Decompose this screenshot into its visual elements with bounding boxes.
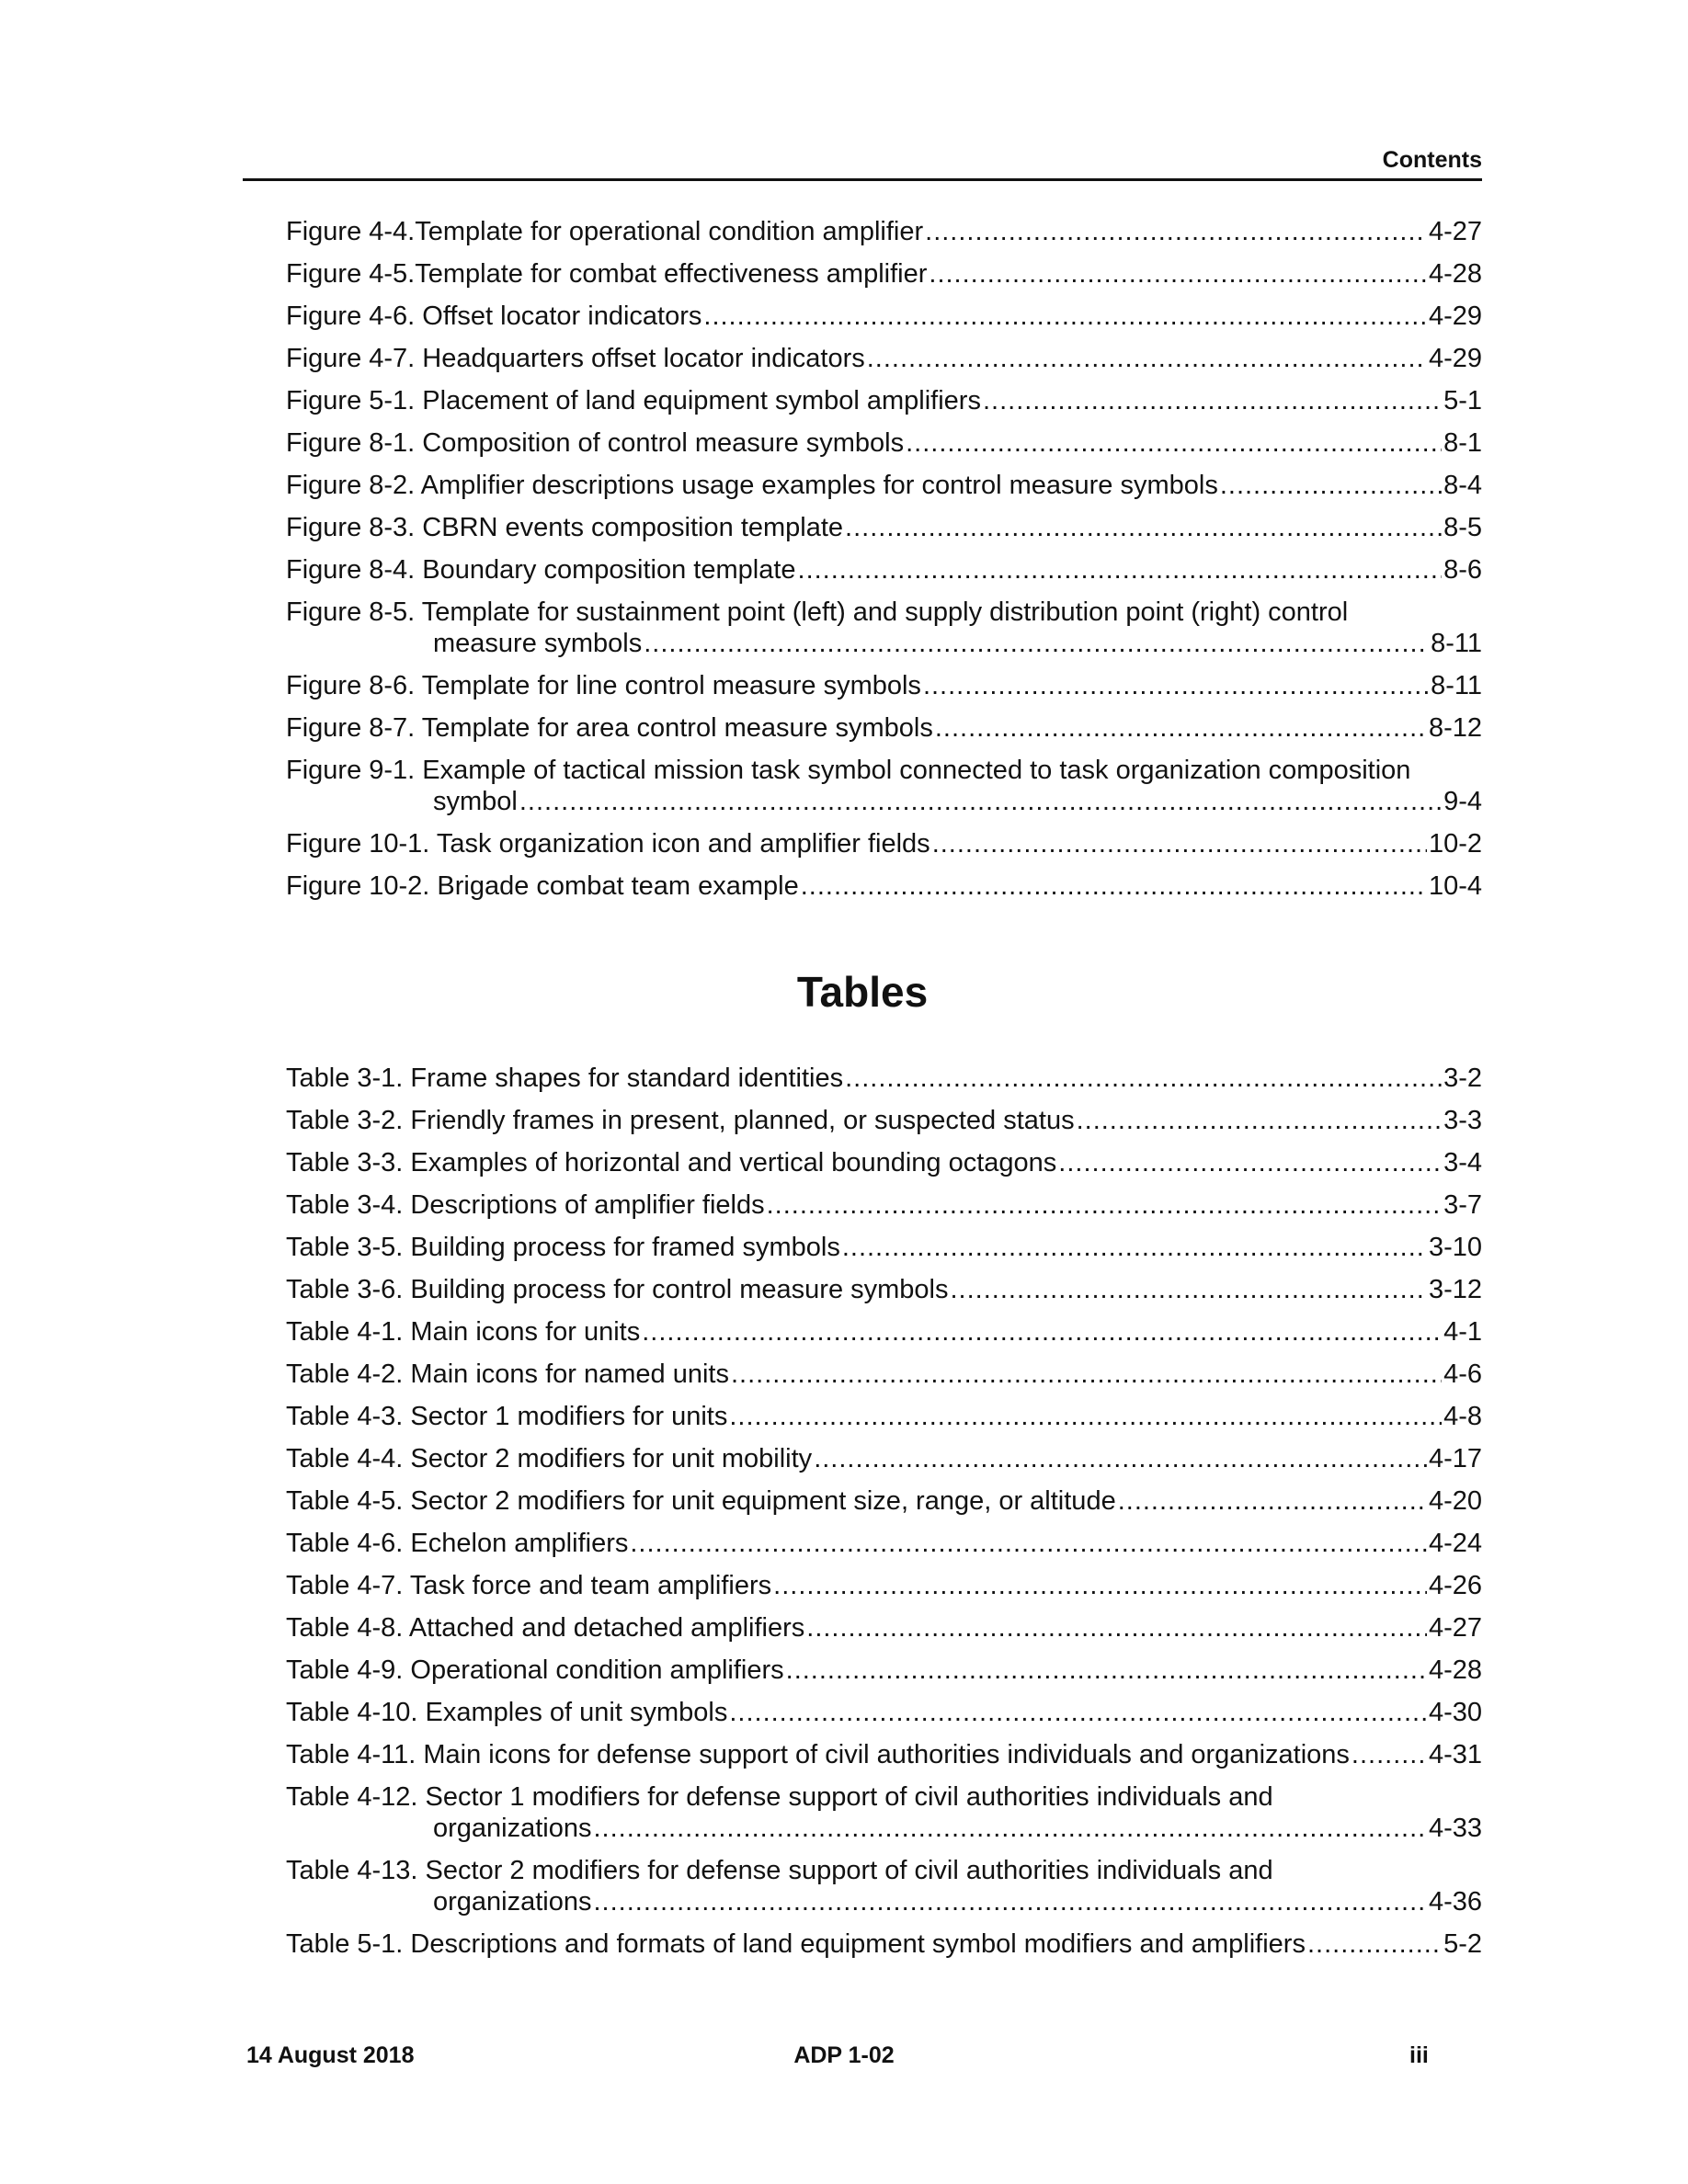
figure-entry[interactable] (286, 512, 1482, 543)
dot-leader (845, 512, 1442, 543)
dot-leader (729, 1401, 1442, 1432)
table-entry-line (286, 1232, 1482, 1263)
table-entry-title: Table 4-8. Attached and detached amplifiers (286, 1613, 805, 1643)
dot-leader (1307, 1928, 1442, 1960)
figure-entry-title: Figure 8-7. Template for area control measure symbols (286, 713, 933, 743)
figure-entry-page: 8-6 (1443, 555, 1482, 585)
table-entry-page: 4-28 (1428, 1655, 1482, 1685)
figure-entry-page: 5-1 (1443, 386, 1482, 415)
dot-leader (983, 385, 1442, 416)
figure-entry-line (286, 427, 1482, 459)
figure-entry-title: Figure 5-1. Placement of land equipment symbol amplifiers (286, 386, 981, 415)
table-entry-line (286, 1612, 1482, 1644)
figure-entry-title: Figure 8-6. Template for line control measure symbols (286, 671, 921, 700)
figure-entry-title: Figure 4-4.Template for operational condition amplifier (286, 217, 924, 246)
figure-entry-line (286, 870, 1482, 902)
dot-leader (1220, 470, 1442, 501)
table-entry-title: Table 3-1. Frame shapes for standard identities (286, 1064, 844, 1093)
table-entry-line (286, 1401, 1482, 1432)
table-entry[interactable] (286, 1612, 1482, 1644)
figure-entry[interactable] (286, 427, 1482, 459)
dot-leader (1118, 1485, 1427, 1517)
figure-entry-page: 8-12 (1428, 713, 1482, 743)
figure-entry-line (286, 385, 1482, 416)
figure-entry-page: 4-28 (1428, 259, 1482, 289)
table-entry-line (286, 1697, 1482, 1728)
dot-leader (519, 786, 1442, 817)
dot-leader (1058, 1147, 1442, 1178)
dot-leader (1077, 1105, 1443, 1136)
figure-entry[interactable] (286, 343, 1482, 374)
table-entry-page: 3-12 (1428, 1275, 1482, 1304)
table-entry-title: Table 3-3. Examples of horizontal and vertical bounding octagons (286, 1148, 1057, 1177)
footer-date: 14 August 2018 (246, 2042, 415, 2068)
figure-entry-title: Figure 10-2. Brigade combat team example (286, 871, 799, 901)
table-entry-title: Table 3-2. Friendly frames in present, planned, or suspected status (286, 1106, 1075, 1135)
table-entry-page: 3-10 (1428, 1233, 1482, 1262)
table-entry[interactable] (286, 1359, 1482, 1390)
figure-entry-line (286, 470, 1482, 501)
dot-leader (731, 1359, 1442, 1390)
table-entry[interactable] (286, 1316, 1482, 1348)
table-entry-title: Table 4-10. Examples of unit symbols (286, 1698, 728, 1727)
table-entry-line (286, 1359, 1482, 1390)
table-entry-line (286, 1443, 1482, 1474)
table-entry-line (286, 1655, 1482, 1686)
figure-entry-page: 8-4 (1443, 471, 1482, 500)
table-entry[interactable] (286, 1739, 1482, 1770)
dot-leader (729, 1697, 1427, 1728)
figure-entry-line (286, 712, 1482, 744)
dot-leader (703, 301, 1427, 332)
figure-entry-line (286, 512, 1482, 543)
figure-entry-title: Figure 10-1. Task organization icon and amplifier fields (286, 829, 930, 859)
figure-entry-title: Figure 8-3. CBRN events composition template (286, 513, 844, 542)
table-entry-title: Table 5-1. Descriptions and formats of land equipment symbol modifiers and amplifiers (286, 1929, 1306, 1959)
table-entry-page: 4-24 (1428, 1529, 1482, 1558)
figure-entry-title: symbol (433, 787, 518, 816)
table-entry-title: Table 4-2. Main icons for named units (286, 1359, 729, 1389)
table-entry-title: Table 3-4. Descriptions of amplifier fields (286, 1190, 765, 1220)
figure-entry-title: Figure 8-4. Boundary composition template (286, 555, 796, 585)
table-entry-title: Table 4-1. Main icons for units (286, 1317, 641, 1347)
table-entry[interactable] (286, 1274, 1482, 1305)
table-entry-title: Table 3-6. Building process for control measure symbols (286, 1275, 949, 1304)
figure-entry-line (286, 628, 1482, 659)
dot-leader (814, 1443, 1427, 1474)
figure-entry-page: 8-11 (1431, 671, 1482, 700)
table-entry[interactable] (286, 1855, 1482, 1917)
figure-entry-line (286, 755, 1482, 786)
figure-entry[interactable] (286, 755, 1482, 817)
table-entry-line (286, 1813, 1482, 1844)
table-entry-page: 4-26 (1428, 1571, 1482, 1600)
dot-leader (842, 1232, 1427, 1263)
table-entry-title: Table 4-11. Main icons for defense support of civil authorities individuals and organizations (286, 1740, 1350, 1769)
figure-entry-page: 4-27 (1428, 217, 1482, 246)
dot-leader (642, 1316, 1442, 1348)
dot-leader (845, 1063, 1442, 1094)
figure-entry[interactable] (286, 597, 1482, 659)
table-entry-title: Table 4-13. Sector 2 modifiers for defense support of civil authorities individuals and (286, 1856, 1273, 1885)
table-entry-line (286, 1147, 1482, 1178)
table-entry-page: 3-2 (1443, 1064, 1482, 1093)
figure-entry-page: 10-2 (1428, 829, 1482, 859)
footer-publication: ADP 1-02 (793, 2042, 895, 2068)
table-entry[interactable] (286, 1232, 1482, 1263)
tables-heading: Tables (796, 968, 929, 1016)
figure-entry[interactable] (286, 216, 1482, 247)
table-entry[interactable] (286, 1401, 1482, 1432)
dot-leader (773, 1570, 1427, 1601)
dot-leader (932, 828, 1427, 859)
table-entry[interactable] (286, 1697, 1482, 1728)
dot-leader (801, 870, 1427, 902)
table-entry[interactable] (286, 1105, 1482, 1136)
dot-leader (951, 1274, 1427, 1305)
table-entry-page: 4-1 (1443, 1317, 1482, 1347)
table-entry-title: Table 3-5. Building process for framed symbols (286, 1233, 840, 1262)
dot-leader (798, 554, 1443, 586)
figure-entry-page: 8-11 (1431, 629, 1482, 658)
figure-entry-page: 4-29 (1428, 301, 1482, 331)
table-entry[interactable] (286, 1147, 1482, 1178)
figure-entry-page: 4-29 (1428, 344, 1482, 373)
figure-entry-line (286, 343, 1482, 374)
table-entry-line (286, 1274, 1482, 1305)
figure-entry-line (286, 216, 1482, 247)
table-entry-title: organizations (433, 1887, 592, 1917)
dot-leader (935, 712, 1427, 744)
table-entry-page: 4-20 (1428, 1486, 1482, 1516)
table-entry-title: organizations (433, 1814, 592, 1843)
dot-leader (644, 628, 1429, 659)
figure-entry-line (286, 301, 1482, 332)
table-entry-page: 4-8 (1443, 1402, 1482, 1431)
dot-leader (630, 1528, 1427, 1559)
table-entry-line (286, 1739, 1482, 1770)
figure-entry-title: Figure 4-6. Offset locator indicators (286, 301, 702, 331)
table-entry-title: Table 4-9. Operational condition amplifiers (286, 1655, 784, 1685)
figure-entry[interactable] (286, 870, 1482, 902)
table-entry-page: 5-2 (1443, 1929, 1482, 1959)
table-entry[interactable] (286, 1443, 1482, 1474)
figure-entry-page: 8-5 (1443, 513, 1482, 542)
figure-entry[interactable] (286, 470, 1482, 501)
table-entry[interactable] (286, 1928, 1482, 1960)
table-entry-page: 3-3 (1443, 1106, 1482, 1135)
table-entry-title: Table 4-6. Echelon amplifiers (286, 1529, 629, 1558)
figure-entry[interactable] (286, 385, 1482, 416)
figure-entry-title: measure symbols (433, 629, 643, 658)
dot-leader (786, 1655, 1427, 1686)
figure-entry-title: Figure 9-1. Example of tactical mission task symbol connected to task organization composition (286, 756, 1411, 785)
table-entry-page: 3-4 (1443, 1148, 1482, 1177)
figures-list (286, 216, 1482, 913)
table-entry-line (286, 1570, 1482, 1601)
table-entry-line (286, 1886, 1482, 1917)
table-entry[interactable] (286, 1781, 1482, 1844)
figure-entry-page: 9-4 (1443, 787, 1482, 816)
table-entry-line (286, 1105, 1482, 1136)
table-entry-page: 4-27 (1428, 1613, 1482, 1643)
figure-entry-title: Figure 8-5. Template for sustainment point (left) and supply distribution point (right) control (286, 597, 1349, 627)
table-entry-title: Table 4-3. Sector 1 modifiers for units (286, 1402, 728, 1431)
table-entry-page: 4-6 (1443, 1359, 1482, 1389)
table-entry-line (286, 1485, 1482, 1517)
table-entry[interactable] (286, 1063, 1482, 1094)
table-entry-title: Table 4-4. Sector 2 modifiers for unit mobility (286, 1444, 813, 1473)
dot-leader (906, 427, 1442, 459)
figure-entry[interactable] (286, 301, 1482, 332)
figure-entry-page: 8-1 (1443, 428, 1482, 458)
dot-leader (923, 670, 1429, 701)
figure-entry[interactable] (286, 670, 1482, 701)
dot-leader (767, 1189, 1442, 1221)
table-entry-line (286, 1855, 1482, 1886)
dot-leader (594, 1813, 1427, 1844)
tables-list (286, 1063, 1482, 1971)
table-entry-page: 3-7 (1443, 1190, 1482, 1220)
table-entry-line (286, 1316, 1482, 1348)
table-entry[interactable] (286, 1189, 1482, 1221)
figure-entry-title: Figure 8-1. Composition of control measure symbols (286, 428, 905, 458)
running-header: Contents (1382, 147, 1482, 173)
dot-leader (594, 1886, 1427, 1917)
figure-entry-title: Figure 8-2. Amplifier descriptions usage examples for control measure symbols (286, 471, 1218, 500)
dot-leader (929, 258, 1427, 290)
figure-entry-line (286, 554, 1482, 586)
table-entry-title: Table 4-12. Sector 1 modifiers for defense support of civil authorities individuals and (286, 1782, 1273, 1812)
dot-leader (1352, 1739, 1427, 1770)
figure-entry-line (286, 597, 1482, 628)
table-entry[interactable] (286, 1485, 1482, 1517)
table-entry-line (286, 1063, 1482, 1094)
dot-leader (806, 1612, 1427, 1644)
figure-entry-title: Figure 4-7. Headquarters offset locator indicators (286, 344, 865, 373)
table-entry[interactable] (286, 1655, 1482, 1686)
figure-entry-line (286, 258, 1482, 290)
table-entry-title: Table 4-5. Sector 2 modifiers for unit equipment size, range, or altitude (286, 1486, 1116, 1516)
figure-entry[interactable] (286, 712, 1482, 744)
figure-entry[interactable] (286, 828, 1482, 859)
table-entry-line (286, 1189, 1482, 1221)
figure-entry-line (286, 786, 1482, 817)
figure-entry-title: Figure 4-5.Template for combat effectiveness amplifier (286, 259, 928, 289)
footer-page-number: iii (1409, 2042, 1429, 2068)
figure-entry-page: 10-4 (1428, 871, 1482, 901)
table-entry-page: 4-36 (1428, 1887, 1482, 1917)
table-entry[interactable] (286, 1570, 1482, 1601)
dot-leader (867, 343, 1427, 374)
header-rule (243, 178, 1482, 181)
table-entry[interactable] (286, 1528, 1482, 1559)
table-entry-page: 4-17 (1428, 1444, 1482, 1473)
table-entry-line (286, 1928, 1482, 1960)
figure-entry[interactable] (286, 258, 1482, 290)
figure-entry-line (286, 828, 1482, 859)
figure-entry-line (286, 670, 1482, 701)
table-entry-page: 4-30 (1428, 1698, 1482, 1727)
table-entry-page: 4-31 (1428, 1740, 1482, 1769)
table-entry-page: 4-33 (1428, 1814, 1482, 1843)
dot-leader (925, 216, 1427, 247)
table-entry-line (286, 1781, 1482, 1813)
table-entry-title: Table 4-7. Task force and team amplifiers (286, 1571, 772, 1600)
figure-entry[interactable] (286, 554, 1482, 586)
table-entry-line (286, 1528, 1482, 1559)
